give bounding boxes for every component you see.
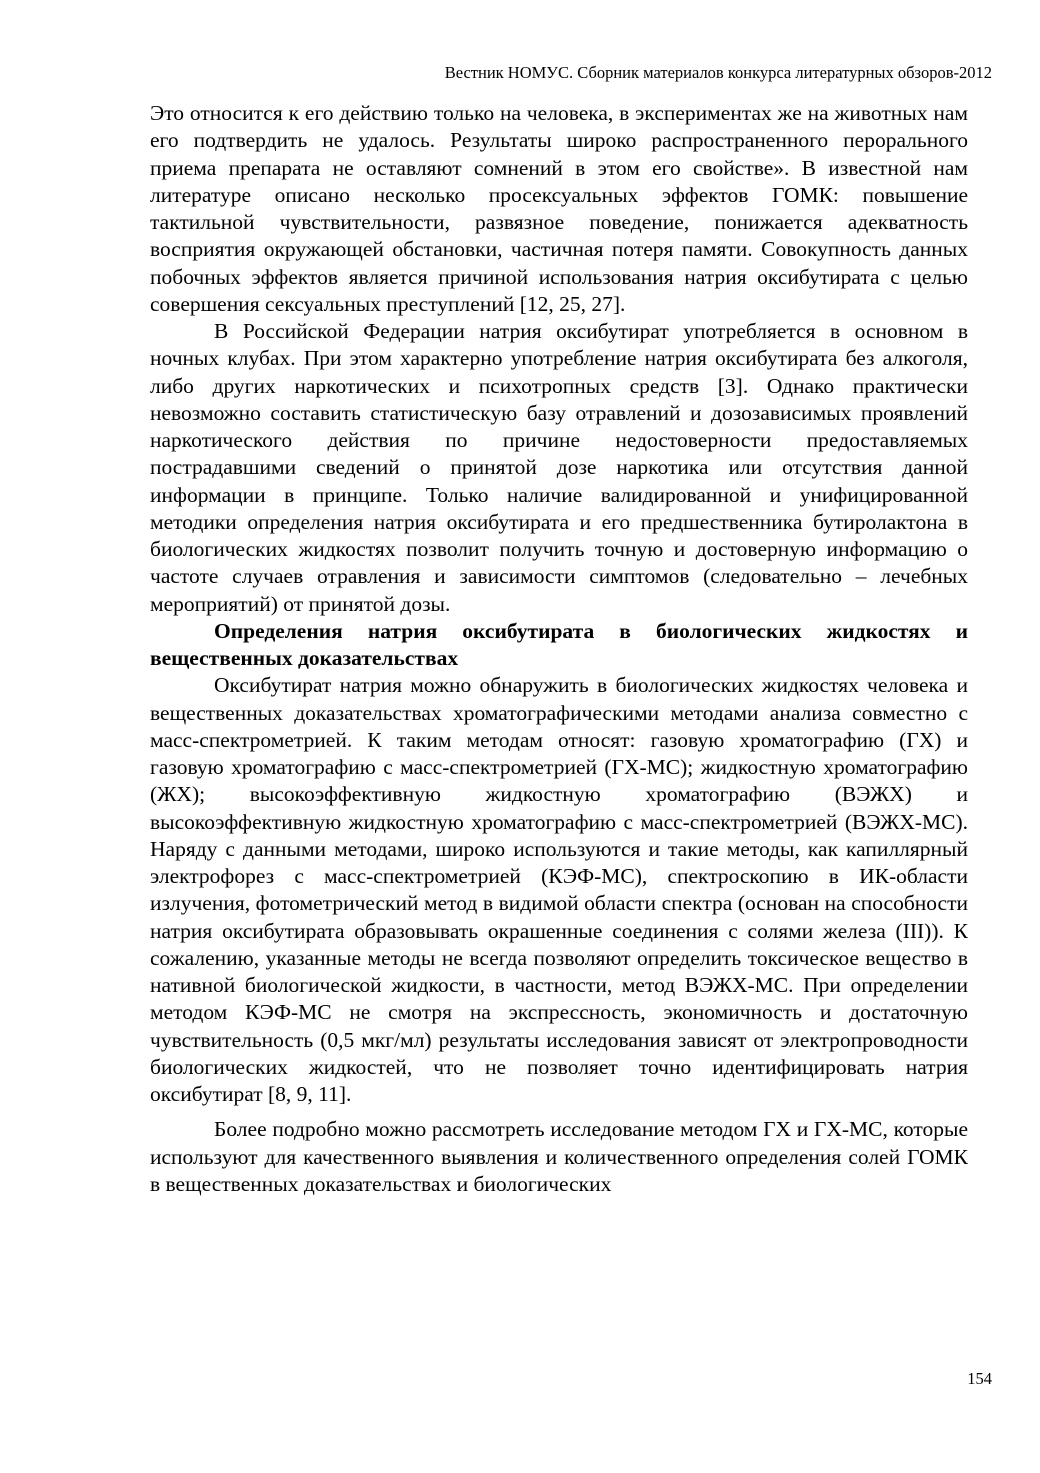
paragraph-1: Это относится к его действию только на человека, в экспериментах же на животных нам его подтвердить не удалось. Результаты широко распространенного перорального приема препарата не оставляют сомнений в этом его свойстве». В известной нам литературе описано несколько просексуальных эффектов ГОМК: повышение тактильной чувствительности, развязное поведение, понижается адекватность восприятия окружающей обстановки, частичная потеря памяти. Совокупность данных побочных эффектов является причиной использования натрия оксибутирата с целью совершения сексуальных преступлений [12, 25, 27].	[150, 101, 968, 316]
paragraph-3: Оксибутират натрия можно обнаружить в биологических жидкостях человека и вещественных доказательствах хроматографическими методами анализа совместно с масс-спектрометрией. К таким методам относят: газовую хроматографию (ГХ) и газовую хроматографию с масс-спектрометрией (ГХ-МС); жидкостную хроматографию (ЖХ); высокоэффективную жидкостную хроматографию (ВЭЖХ) и высокоэффективную жидкостную хроматографию с масс-спектрометрией (ВЭЖХ-МС). Наряду с данными методами, широко используются и такие методы, как капиллярный электрофорез с масс-спектрометрией (КЭФ-МС), спектроскопию в ИК-области излучения, фотометрический метод в видимой области спектра (основан на способности натрия оксибутирата образовывать окрашенные соединения с солями железа (III)). К сожалению, указанные методы не всегда позволяют определить токсическое вещество в нативной биологической жидкости, в частности, метод ВЭЖХ-МС. При определении методом КЭФ-МС не смотря на экспрессность, экономичность и достаточную чувствительность (0,5 мкг/мл) результаты исследования зависят от электропроводности биологических жидкостей, что не позволяет точно идентифицировать натрия оксибутират [8, 9, 11].	[150, 673, 968, 1106]
section-heading: Определения натрия оксибутирата в биологических жидкостях и вещественных доказательствах	[150, 618, 968, 670]
paragraph-2: В Российской Федерации натрия оксибутират употребляется в основном в ночных клубах. При этом характерно употребление натрия оксибутирата без алкоголя, либо других наркотических и психотропных средств [3]. Однако практически невозможно составить статистическую базу отравлений и дозозависимых проявлений наркотического действия по причине недостоверности предоставляемых пострадавшими сведений о принятой дозе наркотика или отсутствия данной информации в принципе. Только наличие валидированной и унифицированной методики определения натрия оксибутирата и его предшественника бутиролактона в биологических жидкостях позволит получить точную и достоверную информацию о частоте случаев отравления и зависимости симптомов (следовательно – лечебных мероприятий) от принятой дозы.	[150, 319, 968, 616]
paragraph-4: Более подробно можно рассмотреть исследование методом ГХ и ГХ-МС, которые используют для качественного выявления и количественного определения солей ГОМК в вещественных доказательствах и биологических	[150, 1117, 968, 1196]
page-number: 154	[967, 1369, 992, 1388]
article-body	[150, 100, 968, 1198]
running-header: Вестник НОМУС. Сборник материалов конкурса литературных обзоров-2012	[444, 63, 992, 82]
